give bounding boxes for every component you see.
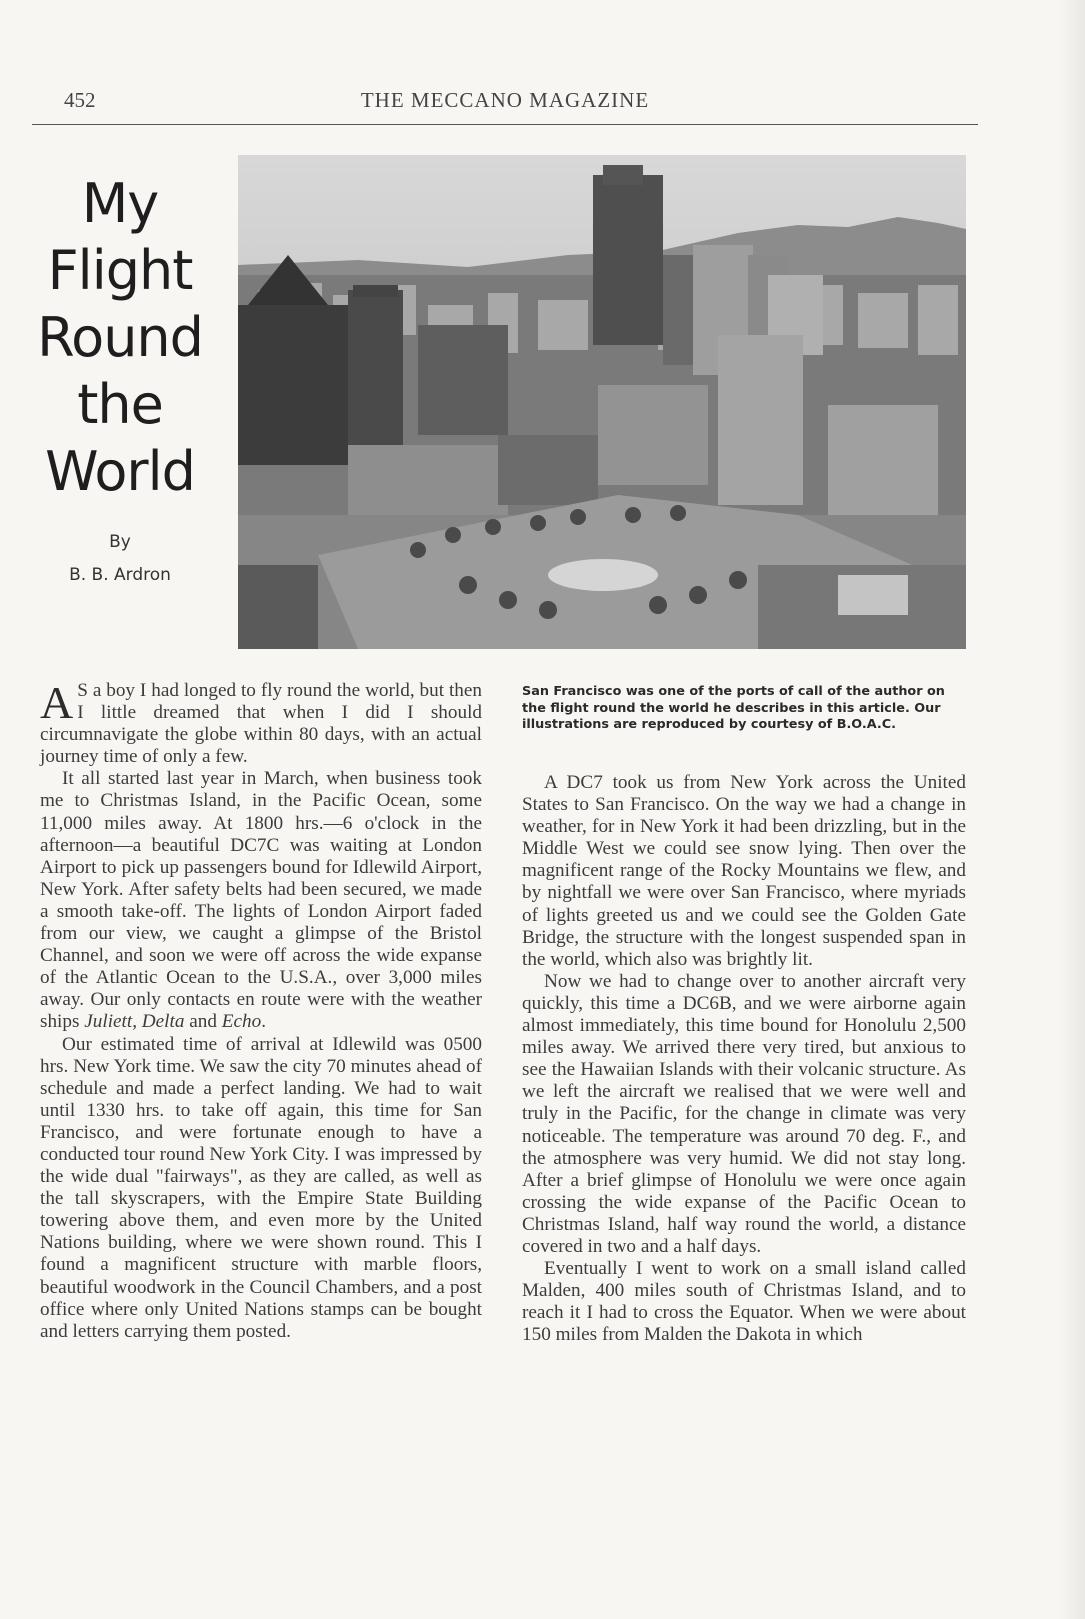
drop-cap: A (40, 677, 74, 728)
title-line: World (45, 440, 195, 503)
magazine-title: THE MECCANO MAGAZINE (360, 88, 650, 112)
conjunction: and (184, 1011, 222, 1033)
page-number: 452 (64, 88, 96, 112)
right-column (522, 772, 966, 1346)
paragraph-text: It all started last year in March, when business took me to Christmas Island, in the Pacific Ocean, some 11,000 miles away. At 1800 hrs.—6 o'clock in the afternoon—a beautiful DC7C was waiting at London Airport to pick up passengers bound for Idlewild Airport, New York. After safety belts had been secured, we made a smooth take-off. The lights of London Airport faded from our view, we caught a glimpse of the Bristol Channel, and soon we were off across the wide expanse of the Atlantic Ocean to the U.S.A., over 3,000 miles away. Our only contacts en route were with the weather ships (40, 768, 482, 1033)
title-line: Round (37, 306, 203, 369)
paragraph: Eventually I went to work on a small island called Malden, 400 miles south of Christmas Island, and to reach it I had to cross the Equator. When we were about 150 miles from Malden the Dakota in which (522, 1258, 966, 1346)
page-edge-shadow (1059, 0, 1085, 1619)
ship-names: Juliett, Delta (84, 1011, 185, 1033)
byline-by: By (109, 532, 131, 552)
paragraph (40, 768, 482, 1033)
paragraph: Our estimated time of arrival at Idlewild was 0500 hrs. New York time. We saw the city 70 minutes ahead of schedule and made a perfect landing. We had to wait until 1330 hrs. to take off again, this time for San Francisco, and were fortunate enough to have a conducted tour round New York City. I was impressed by the wide dual "fairways", as they are called, as well as the tall skyscrapers, with the Empire State Building towering above them, and even more by the United Nations building, where we were shown round. This I found a magnificent structure with marble floors, beautiful woodwork in the Council Chambers, and a post office where only United Nations stamps can be bought and letters carrying them posted. (40, 1033, 482, 1342)
ship-name: Echo (221, 1011, 262, 1033)
photo-caption: San Francisco was one of the ports of call of the author on the flight round the world he describes in this article. Our illustrations are reproduced by courtesy of B.O.A.C. (522, 684, 945, 732)
paragraph: Now we had to change over to another aircraft very quickly, this time a DC6B, and we were airborne again almost immediately, this time bound for Honolulu 2,500 miles away. We arrived there very tired, but anxious to see the Hawaiian Islands with their volcanic structure. As we left the aircraft we realised that we were well and truly in the Pacific, for the change in climate was very noticeable. The temperature was around 70 deg. F., and the atmosphere was very humid. We did not stay long. After a brief glimpse of Honolulu we were once again crossing the wide expanse of the Pacific Ocean to Christmas Island, half way round the world, a distance covered in two and a half days. (522, 970, 966, 1257)
title-line: My (81, 172, 159, 235)
left-column (40, 677, 482, 1343)
san-francisco-photo (238, 155, 966, 649)
title-line: the (77, 373, 163, 436)
article-title (20, 170, 220, 505)
paragraph (40, 677, 482, 768)
page-header (32, 84, 978, 125)
paragraph: A DC7 took us from New York across the United States to San Francisco. On the way we had a change in weather, for in New York it had been drizzling, but in the Middle West we could see snow lying. Then over the magnificent range of the Rocky Mountains we flew, and by nightfall we were over San Francisco, where myriads of lights greeted us and we could see the Golden Gate Bridge, the structure with the longest suspended span in the world, which also was brightly lit. (522, 772, 966, 970)
sentence-end: . (261, 1011, 266, 1033)
city-skyline-illustration (238, 155, 966, 649)
title-line: Flight (47, 239, 193, 302)
paragraph-text: S a boy I had longed to fly round the world, but then I little dreamed that when I did I should circumnavigate the globe within 80 days, with an actual journey time of only a few. (40, 680, 482, 768)
author-name: B. B. Ardron (69, 565, 171, 585)
